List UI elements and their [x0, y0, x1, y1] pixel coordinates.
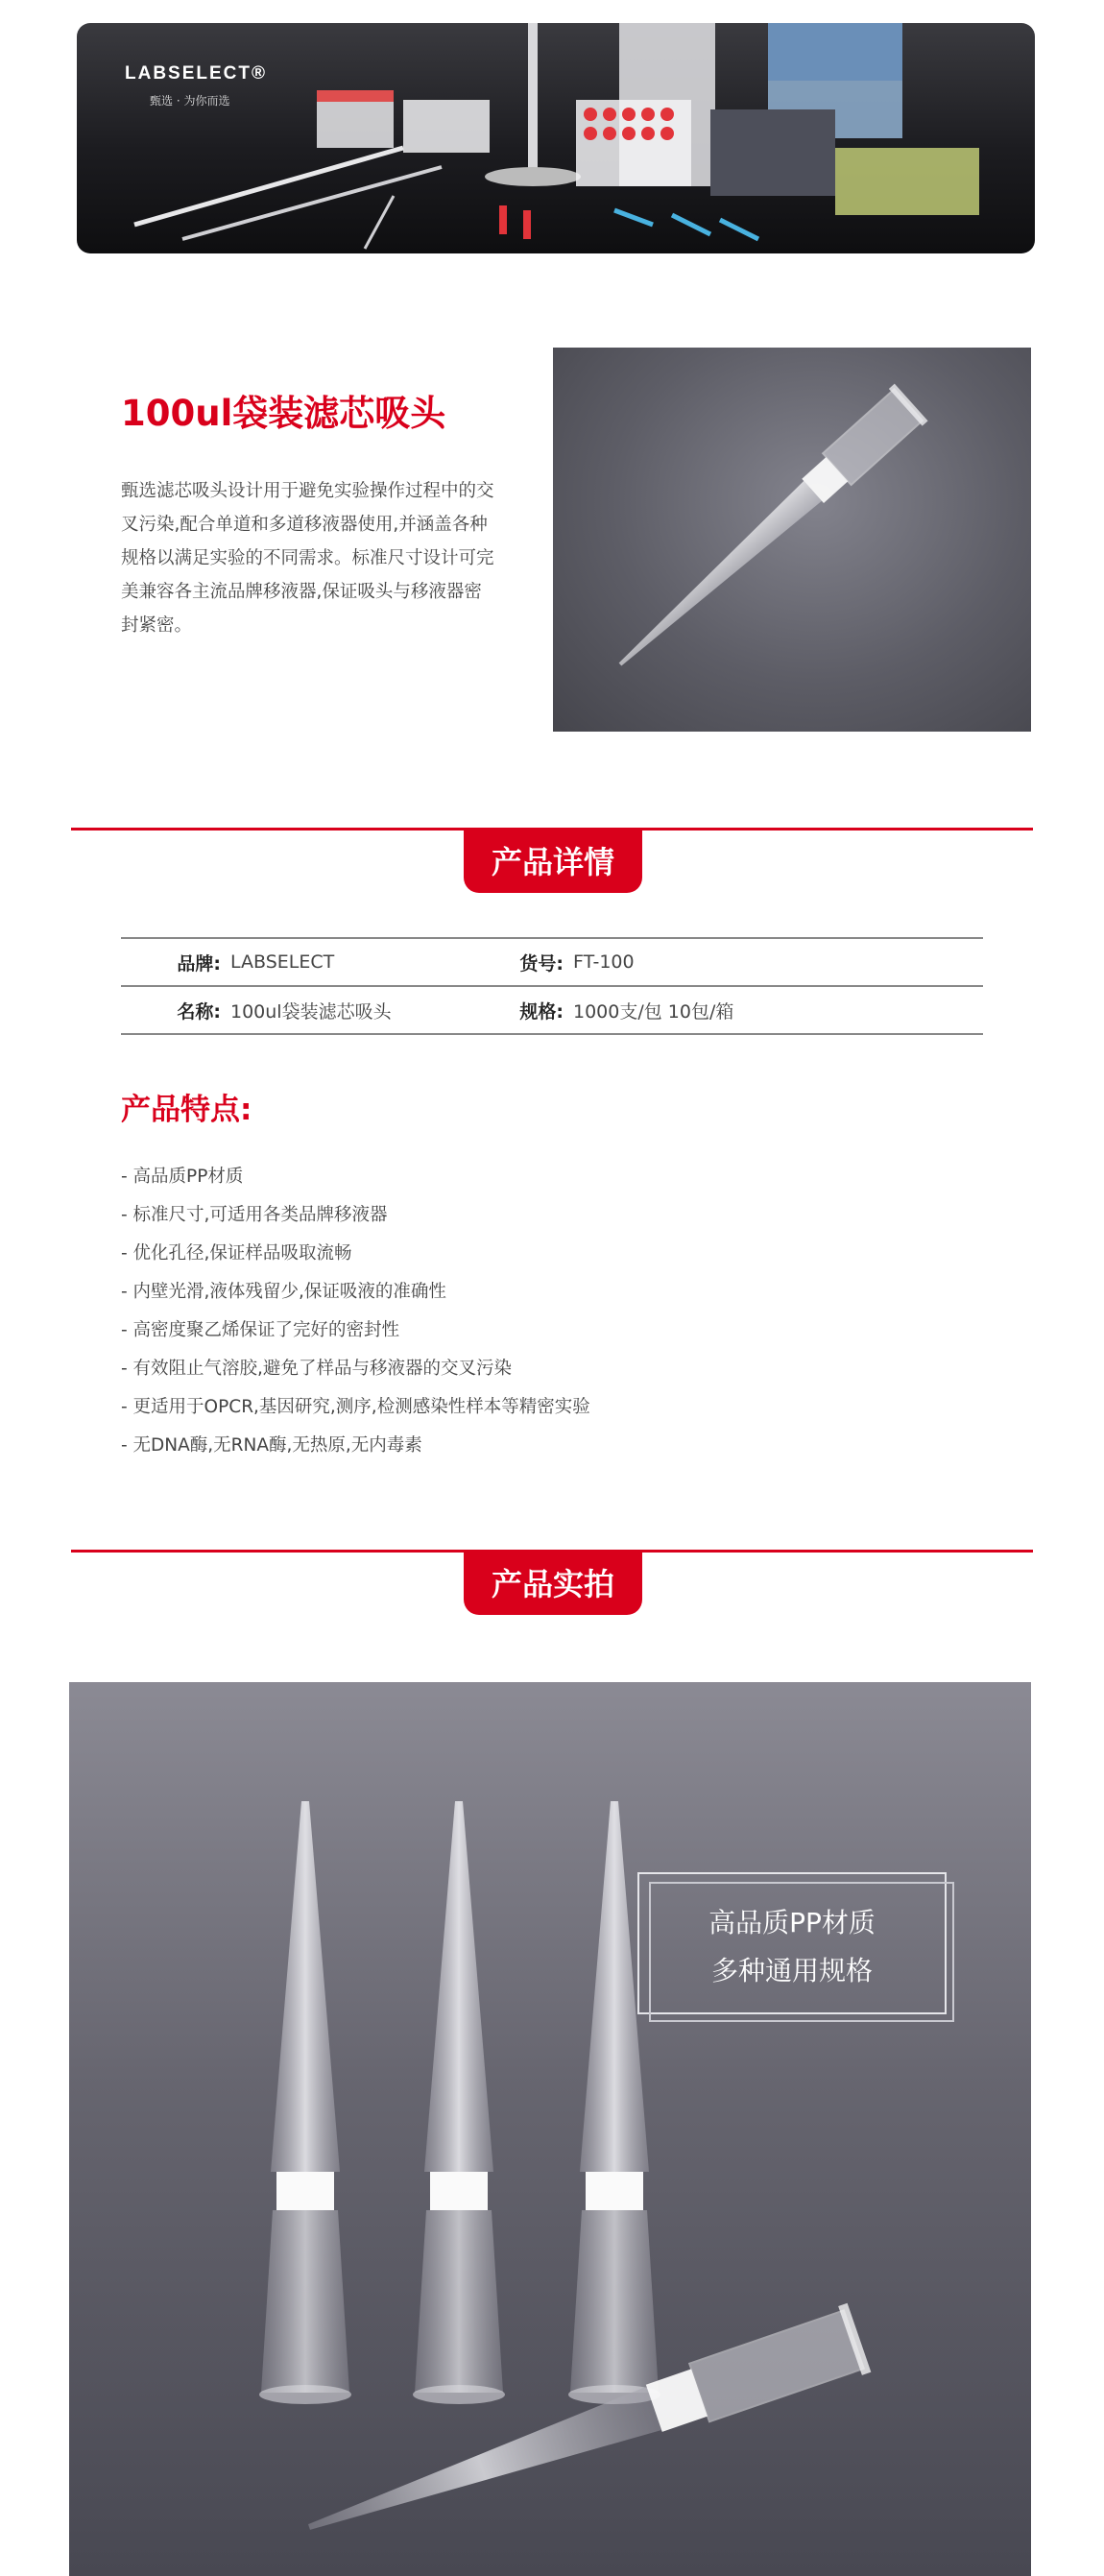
product-hero-photo	[553, 348, 1031, 732]
spec-value-spec: 1000支/包 10包/箱	[573, 1000, 734, 1023]
details-section-label: 产品详情	[464, 828, 642, 893]
photo-section-header	[71, 1550, 1033, 1617]
feature-callout-box	[637, 1872, 947, 2014]
features-list	[121, 1158, 590, 1465]
spec-row	[121, 939, 983, 987]
spec-key-spec: 规格:	[519, 1000, 564, 1023]
standing-tip	[413, 1801, 505, 2404]
feature-item: - 有效阻止气溶胶,避免了样品与移液器的交叉污染	[121, 1359, 512, 1379]
callout-line-material: 高品质PP材质	[708, 1907, 876, 1938]
feature-item: - 高密度聚乙烯保证了完好的密封性	[121, 1320, 400, 1340]
spec-value-name: 100ul袋装滤芯吸头	[230, 1000, 392, 1023]
feature-item: - 无DNA酶,无RNA酶,无热原,无内毒素	[121, 1435, 422, 1456]
callout-text	[639, 1899, 945, 1995]
brand-slogan: 甄选 · 为你而选	[150, 94, 230, 108]
pipette-tip-illustration	[553, 348, 1031, 732]
spec-value-brand: LABSELECT	[230, 951, 335, 973]
details-section-header	[71, 828, 1033, 895]
header-banner	[77, 23, 1035, 253]
spec-cell	[121, 950, 464, 975]
photo-section-label: 产品实拍	[464, 1550, 642, 1615]
spec-key-item-no: 货号:	[519, 952, 564, 975]
feature-item: - 标准尺寸,可适用各类品牌移液器	[121, 1205, 388, 1225]
standing-tip	[259, 1801, 351, 2404]
feature-item: - 内壁光滑,液体残留少,保证吸液的准确性	[121, 1282, 446, 1302]
pipette-tips-illustration	[69, 1682, 1031, 2576]
feature-item: - 更适用于OPCR,基因研究,测序,检测感染性样本等精密实验	[121, 1397, 590, 1417]
product-title: 100ul袋装滤芯吸头	[121, 393, 446, 434]
spec-cell	[464, 950, 635, 975]
spec-key-brand: 品牌:	[177, 952, 221, 975]
spec-value-item-no: FT-100	[573, 951, 635, 973]
spec-row	[121, 987, 983, 1035]
spec-cell	[464, 998, 733, 1023]
features-title: 产品特点:	[121, 1093, 252, 1127]
spec-key-name: 名称:	[177, 1000, 221, 1023]
banner-products-illustration	[77, 23, 1035, 253]
feature-item: - 优化孔径,保证样品吸取流畅	[121, 1243, 352, 1264]
spec-cell	[121, 998, 464, 1023]
product-real-photo	[69, 1682, 1031, 2576]
spec-table	[121, 937, 983, 1035]
feature-item: - 高品质PP材质	[121, 1167, 244, 1187]
callout-line-spec: 多种通用规格	[710, 1955, 873, 1986]
product-description: 甄选滤芯吸头设计用于避免实验操作过程中的交叉污染,配合单道和多道移液器使用,并涵盖各种规格以满足实验的不同需求。标准尺寸设计可完美兼容各主流品牌移液器,保证吸头与移液器密封紧密。	[121, 481, 494, 636]
brand-logo: LABSELECT®	[125, 63, 267, 84]
